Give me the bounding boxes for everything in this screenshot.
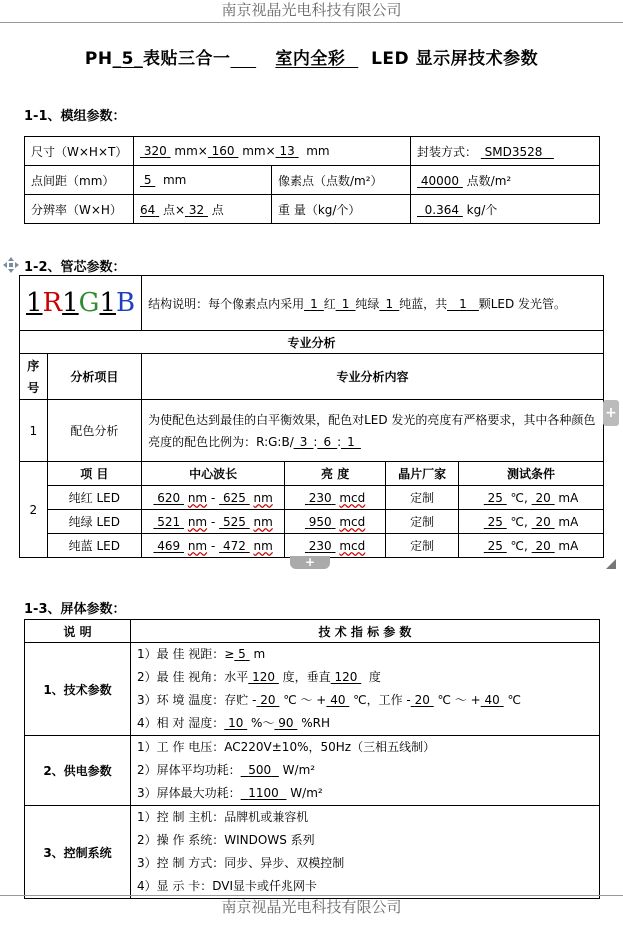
display-card-line: 4）显 示 卡：DVI显卡或仟兆网卡	[137, 879, 318, 893]
led-brightness: 230 mcd	[285, 486, 386, 510]
sub-header-maker: 晶片厂家	[386, 462, 459, 486]
control-system-label: 3、控制系统	[25, 806, 131, 899]
power-params-label: 2、供电参数	[25, 736, 131, 806]
led-brightness: 230 mcd	[285, 534, 386, 558]
host-line: 1）控 制 主机：品牌机或兼容机	[137, 810, 309, 824]
pitch-label: 点间距（mm）	[25, 166, 134, 195]
led-wavelength: 620 nm - 625 nm	[142, 486, 285, 510]
led-wavelength: 521 nm - 525 nm	[142, 510, 285, 534]
chip-params-table	[19, 275, 604, 558]
led-maker: 定制	[386, 534, 459, 558]
view-distance-line: 1）最 佳 视距：≥ 5 m	[137, 647, 266, 661]
sub-header-wave: 中心波长	[142, 462, 285, 486]
led-brightness: 950 mcd	[285, 510, 386, 534]
resolution-label: 分辨率（W×H）	[25, 195, 134, 224]
sub-header-condition: 测试条件	[459, 462, 604, 486]
add-column-icon[interactable]: +	[603, 400, 619, 426]
tech-params-content	[131, 643, 600, 736]
section-heading-chip: 1-2、管芯参数：	[24, 260, 126, 275]
max-power-line: 3）屏体最大功耗： 1100 W/m²	[137, 786, 323, 800]
tech-params-label: 1、技术参数	[25, 643, 131, 736]
weight-value: 0.364 kg/个	[411, 195, 600, 224]
temperature-line: 3）环 境 温度：存贮 - 20 ℃ ～ + 40 ℃，工作 - 20 ℃ ～ + 40 ℃	[137, 693, 521, 707]
size-label: 尺寸（W×H×T）	[25, 137, 134, 166]
module-params-table	[24, 136, 600, 224]
col-content-header: 专业分析内容	[142, 354, 604, 400]
document-title: PH_5_表贴三合一 室内全彩 LED 显示屏技术参数	[84, 49, 539, 69]
os-line: 2）操 作 系统：WINDOWS 系列	[137, 833, 315, 847]
pitch-value: 5 mm	[134, 166, 272, 195]
header-rule	[0, 22, 623, 23]
voltage-line: 1）工 作 电压：AC220V±10%，50Hz（三相五线制）	[137, 740, 436, 754]
table-row	[20, 510, 604, 534]
col-item-header: 分析项目	[47, 354, 142, 400]
col-desc-header: 说 明	[25, 620, 131, 643]
page-header: 南京视晶光电科技有限公司	[221, 1, 402, 19]
row1-item: 配色分析	[47, 400, 142, 462]
avg-power-line: 2）屏体平均功耗： 500 W/m²	[137, 763, 316, 777]
control-system-content	[131, 806, 600, 899]
led-wavelength: 469 nm - 472 nm	[142, 534, 285, 558]
led-name: 纯红 LED	[47, 486, 142, 510]
add-row-icon[interactable]: +	[290, 556, 330, 569]
resolution-value: 64 点× 32 点	[134, 195, 272, 224]
row2-no: 2	[20, 462, 48, 558]
page-footer: 南京视晶光电科技有限公司	[221, 898, 402, 916]
pixel-density-value: 40000 点数/m²	[411, 166, 600, 195]
analysis-title: 专业分析	[20, 331, 604, 354]
row1-content: 为使配色达到最佳的白平衡效果，配色对LED 发光的亮度有严格要求，其中各种颜色亮度的配色比例为：R:G:B/_3_:_6_:_1_	[142, 400, 604, 462]
sub-header-brightness: 亮 度	[285, 462, 386, 486]
package-cell: 封装方式： SMD3528	[411, 137, 600, 166]
led-maker: 定制	[386, 510, 459, 534]
move-handle-icon[interactable]	[2, 256, 20, 274]
table-row	[20, 486, 604, 510]
led-condition: 25 ℃, 20 mA	[459, 510, 604, 534]
row1-no: 1	[20, 400, 48, 462]
table-resize-icon[interactable]	[606, 559, 616, 569]
section-heading-module: 1-1、模组参数：	[24, 109, 126, 124]
control-mode-line: 3）控 制 方式：同步、异步、双模控制	[137, 856, 345, 870]
view-angle-line: 2）最 佳 视角：水平 120 度，垂直 120 度	[137, 670, 381, 684]
led-maker: 定制	[386, 486, 459, 510]
structure-description: 结构说明：每个像素点内采用_1_红_1_纯绿_1_纯蓝，共__1__颗LED 发光管。	[142, 276, 604, 331]
power-params-content	[131, 736, 600, 806]
led-condition: 25 ℃, 20 mA	[459, 534, 604, 558]
sub-header-item: 项 目	[47, 462, 142, 486]
table-row	[20, 534, 604, 558]
screen-params-table	[24, 619, 600, 899]
size-value: 320 mm× 160 mm× 13 mm	[134, 137, 411, 166]
led-condition: 25 ℃, 20 mA	[459, 486, 604, 510]
col-no-header: 序号	[20, 354, 48, 400]
rgb-logo: 1R1G1B	[20, 276, 142, 331]
section-heading-screen: 1-3、屏体参数：	[24, 602, 126, 617]
weight-label: 重 量（kg/个）	[272, 195, 411, 224]
led-name: 纯蓝 LED	[47, 534, 142, 558]
col-spec-header: 技 术 指 标 参 数	[131, 620, 600, 643]
led-name: 纯绿 LED	[47, 510, 142, 534]
humidity-line: 4）相 对 湿度： 10 %～ 90 %RH	[137, 716, 330, 730]
pixel-density-label: 像素点（点数/m²）	[272, 166, 411, 195]
